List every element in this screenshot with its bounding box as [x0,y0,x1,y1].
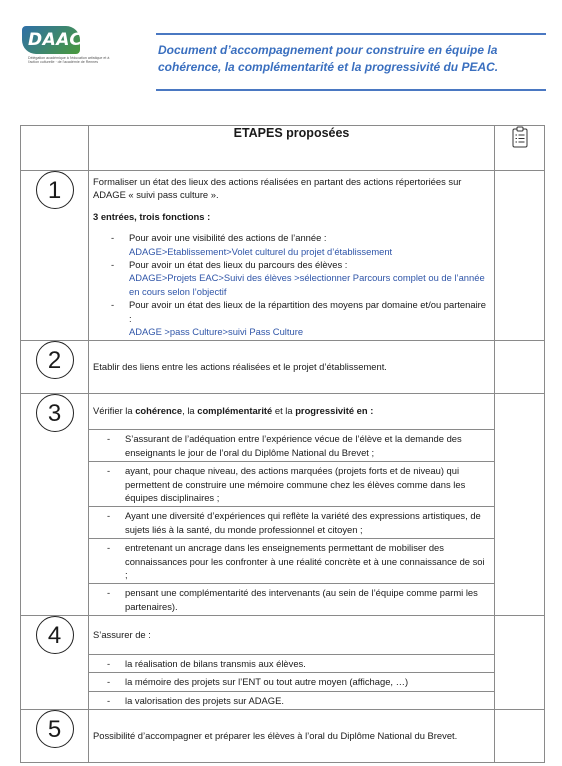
check-cell[interactable] [495,616,545,710]
adage-path: ADAGE>Projets EAC>Suivi des élèves >sélectionner Parcours complet ou de l’année en cours selon l’objectif [129,272,485,297]
step-number: 5 [36,710,74,748]
intro-text: Vérifier la [93,405,136,416]
step-row-4 [21,616,545,710]
step-3-subrow: - Ayant une diversité d’expériences qui reflète la variété des expressions artistiques, de sujets liés à la santé, du monde professionnel et citoyen ; [89,506,494,538]
step-number: 1 [36,171,74,209]
step-number-cell [21,616,89,710]
step-2-text: Etablir des liens entre les actions réalisées et le projet d’établissement. [93,361,387,373]
header-rule-top [156,33,546,35]
daac-logo [22,26,112,66]
list-item [93,231,488,258]
step-5-text: Possibilité d’accompagner et préparer les élèves à l’oral du Diplôme National du Brevet. [93,730,458,742]
step-3-intro [89,394,494,429]
check-cell[interactable] [495,171,545,341]
step-4-subrow: - la mémoire des projets sur l’ENT ou tout autre moyen (affichage, …) [89,672,494,690]
step-content-cell [89,709,495,762]
checklist-cell [495,126,545,171]
document-title-line-2: cohérence, la complémentarité et la progressivité du PEAC. [158,60,499,74]
clipboard-checklist-icon [512,126,528,151]
step-number: 2 [36,341,74,379]
step-row-5 [21,709,545,762]
check-cell[interactable] [495,394,545,616]
adage-path: ADAGE >pass Culture>suivi Pass Culture [129,326,304,338]
document-title [158,42,538,76]
header-rule-bottom [156,89,546,91]
steps-table [20,125,545,763]
list-item [93,298,488,338]
intro-bold-complementarite: complémentarité [197,405,273,416]
step-number-cell [21,394,89,616]
step-4-subrow: - la réalisation de bilans transmis aux élèves. [89,654,494,672]
step-4-subrow: - la valorisation des projets sur ADAGE. [89,691,494,709]
item-text: - Pour avoir un état des lieux de la répartition des moyens par domaine et/ou partenaire : [129,299,486,324]
header-blank-cell [21,126,89,171]
step-1-list [93,231,488,338]
document-title-line-1: Document d’accompagnement pour construire en équipe la [158,43,498,57]
item-text: - Pour avoir une visibilité des actions de l’année : [129,232,327,244]
step-3-subrow: - entretenant un ancrage dans les enseignements permettant de mobiliser des connaissances pour les confronter à une réalité concrète et à une connaissance de soi ; [89,538,494,583]
adage-path: ADAGE>Etablissement>Volet culturel du projet d’établissement [129,245,393,257]
step-number-cell [21,171,89,341]
step-number-cell [21,709,89,762]
step-content-cell [89,394,495,616]
step-content-cell [89,616,495,710]
step-4-intro: S’assurer de : [93,629,151,641]
table-heading: ETAPES proposées [89,126,495,171]
step-row-1 [21,171,545,341]
check-cell[interactable] [495,341,545,394]
step-3-subrow: - ayant, pour chaque niveau, des actions marquées (projets forts et de niveau) qui permettent de construire une mémoire commune chez les élèves comme dans les équipes disciplinaires ; [89,461,494,506]
step-3-subrow: - pensant une complémentarité des intervenants (au sein de l’équipe comme parmi les partenaires). [89,583,494,615]
table-header-row [21,126,545,171]
step-row-3 [21,394,545,616]
intro-text: , la [182,405,198,416]
logo-word: DAAC [28,30,83,50]
check-cell[interactable] [495,709,545,762]
step-number-cell [21,341,89,394]
step-content-cell [89,341,495,394]
step-1-bold-line: 3 entrées, trois fonctions : [93,210,211,222]
intro-text: et la [272,405,296,416]
list-item [93,258,488,298]
step-1-intro: Formaliser un état des lieux des actions réalisées en partant des actions répertoriées sur ADAGE « suivi pass culture ». [93,176,462,201]
step-number: 4 [36,616,74,654]
intro-bold-coherence: cohérence [135,405,183,416]
step-row-2 [21,341,545,394]
step-3-subrow: - S’assurant de l’adéquation entre l’expérience vécue de l’élève et la demande des enseignants le jour de l’oral du Diplôme National du Brevet ; [89,429,494,461]
step-number: 3 [36,394,74,432]
intro-bold-progressivite: progressivité en : [295,405,374,416]
step-content-cell [89,171,495,341]
logo-subtitle: Délégation académique à l'éducation artistique et à l'action culturelle · de l'académie de Rennes [28,56,110,65]
item-text: - Pour avoir un état des lieux du parcours des élèves : [129,259,348,271]
